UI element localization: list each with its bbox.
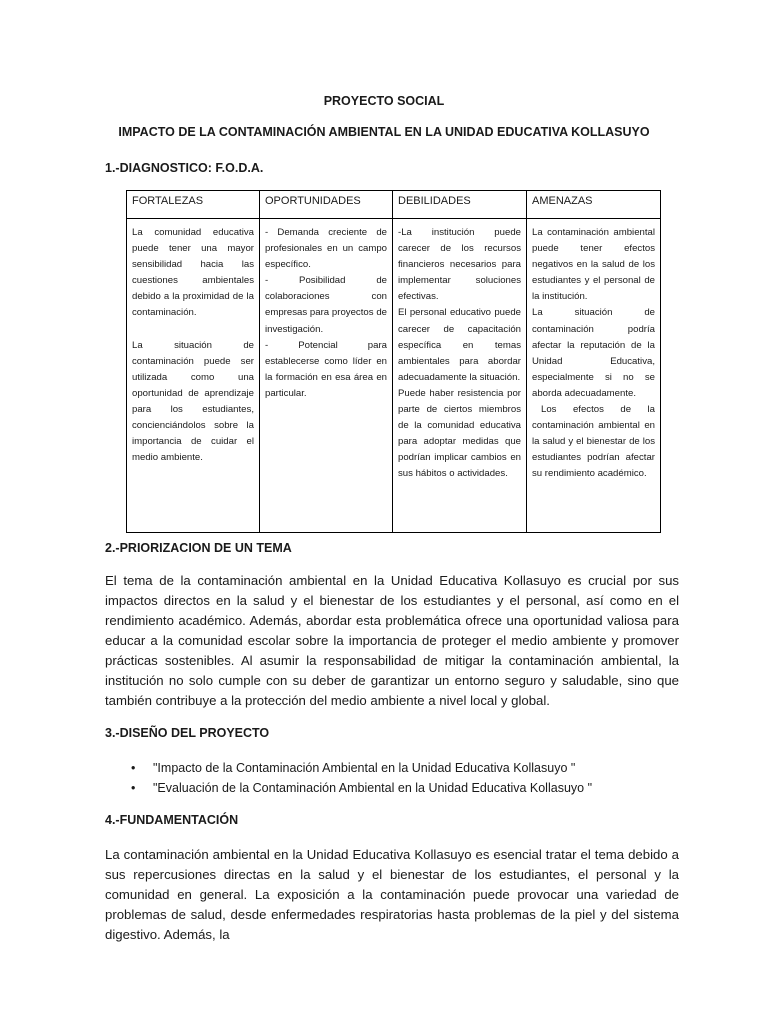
- oportunidades-item: - Potencial para establecerse como líder en la formación en esa área en particular.: [265, 339, 387, 399]
- fortalezas-item: La situación de contaminación puede ser utilizada como una oportunidad de aprendizaje para los estudiantes, concienciándolos sobre la importancia de cuidar el medio ambiente.: [132, 339, 254, 464]
- oportunidades-item: - Demanda creciente de profesionales en un campo específico.: [265, 227, 387, 271]
- list-item: [105, 758, 592, 778]
- foda-content-row: [127, 219, 661, 533]
- document-subtitle: IMPACTO DE LA CONTAMINACIÓN AMBIENTAL EN LA UNIDAD EDUCATIVA KOLLASUYO: [118, 125, 650, 139]
- cell-amenazas: [527, 219, 661, 533]
- cell-fortalezas: [127, 219, 260, 533]
- bullet-text: "Impacto de la Contaminación Ambiental en la Unidad Educativa Kollasuyo ": [153, 761, 576, 775]
- foda-table: [126, 190, 661, 533]
- foda-header-row: [127, 191, 661, 219]
- list-item: [105, 778, 592, 798]
- debilidades-item: -La institución puede carecer de los recursos financieros necesarios para implementar soluciones efectivas.: [398, 227, 521, 303]
- oportunidades-item: - Posibilidad de colaboraciones con empresas para proyectos de investigación.: [265, 275, 387, 335]
- header-oportunidades: OPORTUNIDADES: [260, 191, 393, 219]
- bullet-icon: •: [131, 781, 136, 795]
- header-amenazas: AMENAZAS: [527, 191, 661, 219]
- amenazas-item: La situación de contaminación podría afectar la reputación de la Unidad Educativa, especialmente si no se aborda adecuadamente.: [532, 307, 655, 399]
- amenazas-item: Los efectos de la contaminación ambiental en la salud y el bienestar de los estudiantes podrían afectar su rendimiento académico.: [532, 404, 655, 480]
- fundamentacion-paragraph: La contaminación ambiental en la Unidad Educativa Kollasuyo es esencial tratar el tema debido a sus repercusiones directas en la salud y el bienestar de los estudiantes, el personal y la comunidad en general. La exposición a la contaminación puede provocar una variedad de problemas de salud, desde enfermedades respiratorias hasta problemas de la piel y del sistema digestivo. Además, la: [105, 847, 679, 942]
- fortalezas-item: La comunidad educativa puede tener una mayor sensibilidad hacia las cuestiones ambientales debido a la proximidad de la contaminación.: [132, 227, 254, 319]
- header-debilidades: DEBILIDADES: [393, 191, 527, 219]
- section-heading-priorizacion: 2.-PRIORIZACION DE UN TEMA: [105, 541, 292, 555]
- bullet-icon: •: [131, 761, 136, 775]
- document-title: PROYECTO SOCIAL: [323, 94, 445, 108]
- header-fortalezas: FORTALEZAS: [127, 191, 260, 219]
- section-heading-diseno: 3.-DISEÑO DEL PROYECTO: [105, 726, 270, 740]
- cell-oportunidades: [260, 219, 393, 533]
- bullet-text: "Evaluación de la Contaminación Ambiental en la Unidad Educativa Kollasuyo ": [153, 781, 593, 795]
- debilidades-item: Puede haber resistencia por parte de ciertos miembros de la comunidad educativa para adoptar medidas que podrían implicar cambios en sus hábitos o actividades.: [398, 387, 521, 480]
- priorizacion-paragraph: El tema de la contaminación ambiental en la Unidad Educativa Kollasuyo es crucial por sus impactos directos en la salud y el bienestar de los estudiantes y el personal, así como en el rendimiento académico. Además, abordar esta problemática ofrece una oportunidad valiosa para educar a la comunidad escolar sobre la importancia de proteger el medio ambiente y promover prácticas sostenibles. Al asumir la responsabilidad de mitigar la contaminación ambiental, la institución no solo cumple con su deber de garantizar un entorno seguro y saludable, sino que también contribuye a la protección del medio ambiente a nivel local y global.: [105, 573, 679, 708]
- amenazas-item: La contaminación ambiental puede tener efectos negativos en la salud de los estudiantes y el personal de la institución.: [532, 227, 655, 303]
- section-heading-fundamentacion: 4.-FUNDAMENTACIÓN: [105, 813, 239, 827]
- cell-debilidades: [393, 219, 527, 533]
- debilidades-item: El personal educativo puede carecer de capacitación específica en temas ambientales para abordar adecuadamente la situación.: [398, 307, 521, 383]
- section-heading-diagnostico: 1.-DIAGNOSTICO: F.O.D.A.: [105, 161, 264, 175]
- diseno-bullet-list: [105, 758, 592, 798]
